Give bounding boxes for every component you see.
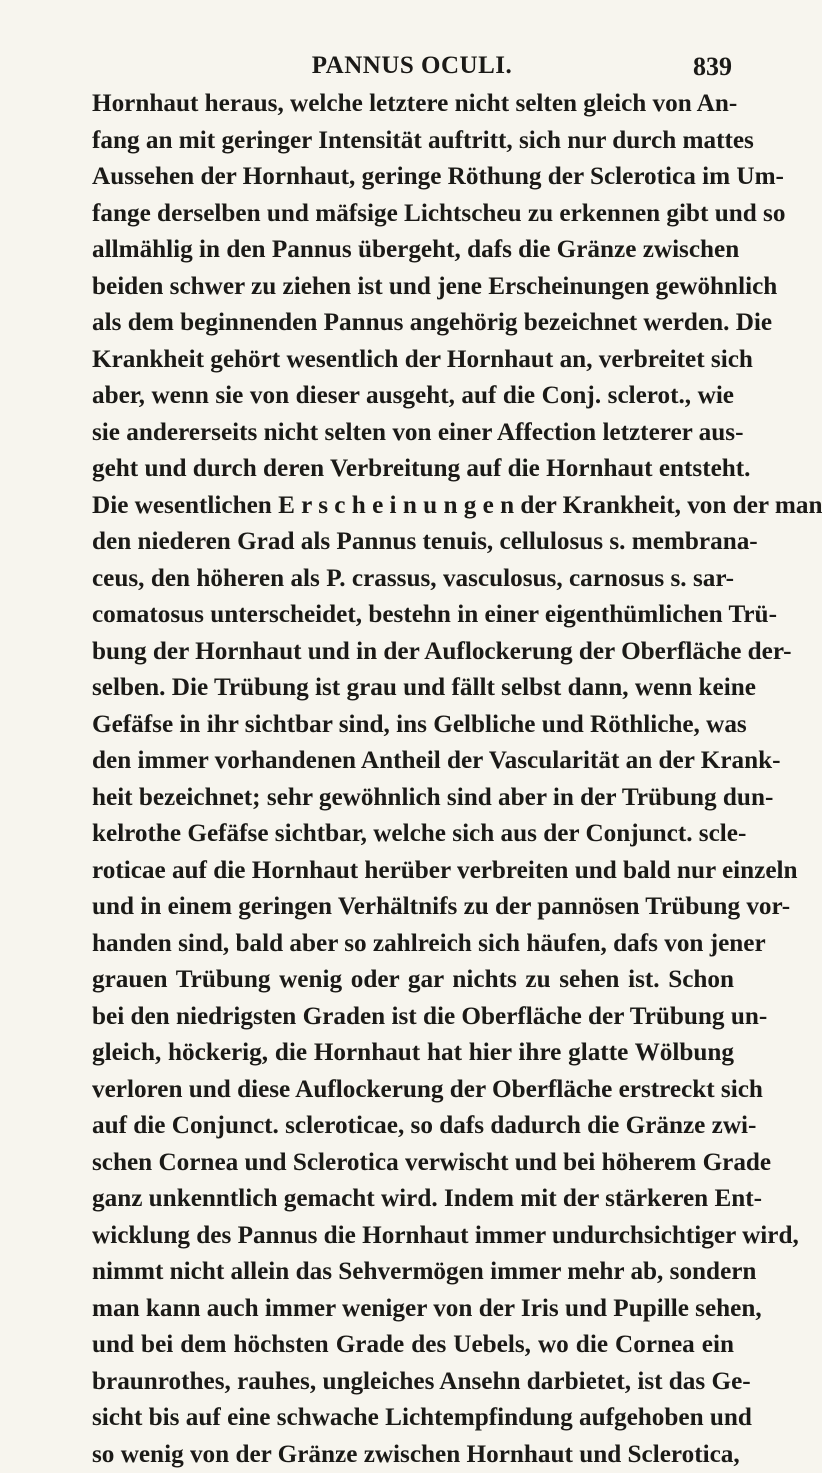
text-line: fang an mit geringer Intensität auftritt, sich nur durch mattes (92, 123, 734, 160)
text-line: heit bezeichnet; sehr gewöhnlich sind aber in der Trübung dun- (92, 780, 734, 817)
text-line: grauen Trübung wenig oder gar nichts zu sehen ist. Schon (92, 962, 734, 999)
running-head (92, 52, 732, 88)
text-line: sicht bis auf eine schwache Lichtempfindung aufgehoben und (92, 1400, 734, 1437)
text-line: fange derselben und mäfsige Lichtscheu zu erkennen gibt und so (92, 196, 734, 233)
text-line: so wenig von der Gränze zwischen Hornhaut und Sclerotica, (92, 1437, 734, 1473)
text-line: Aussehen der Hornhaut, geringe Röthung der Sclerotica im Um- (92, 159, 734, 196)
text-line: Gefäfse in ihr sichtbar sind, ins Gelbliche und Röthliche, was (92, 707, 734, 744)
text-line: allmählig in den Pannus übergeht, dafs die Gränze zwischen (92, 232, 734, 269)
text-line: und in einem geringen Verhältnifs zu der pannösen Trübung vor- (92, 889, 734, 926)
text-line: selben. Die Trübung ist grau und fällt selbst dann, wenn keine (92, 670, 734, 707)
text-line: aber, wenn sie von dieser ausgeht, auf die Conj. sclerot., wie (92, 378, 734, 415)
text-line: bung der Hornhaut und in der Auflockerung der Oberfläche der- (92, 634, 734, 671)
body-text (92, 86, 734, 1473)
text-line: braunrothes, rauhes, ungleiches Ansehn darbietet, ist das Ge- (92, 1364, 734, 1401)
text-line: als dem beginnenden Pannus angehörig bezeichnet werden. Die (92, 305, 734, 342)
text-line: ganz unkenntlich gemacht wird. Indem mit der stärkeren Ent- (92, 1181, 734, 1218)
text-line: comatosus unterscheidet, bestehn in einer eigenthümlichen Trü- (92, 597, 734, 634)
text-line: roticae auf die Hornhaut herüber verbreiten und bald nur einzeln (92, 853, 734, 890)
text-line: schen Cornea und Sclerotica verwischt und bei höherem Grade (92, 1145, 734, 1182)
text-line: den niederen Grad als Pannus tenuis, cellulosus s. membrana- (92, 524, 734, 561)
running-title: PANNUS OCULI. (92, 52, 732, 80)
page-number: 839 (693, 52, 732, 82)
text-line: Krankheit gehört wesentlich der Hornhaut an, verbreitet sich (92, 342, 734, 379)
text-line: man kann auch immer weniger von der Iris und Pupille sehen, (92, 1291, 734, 1328)
text-line: ceus, den höheren als P. crassus, vasculosus, carnosus s. sar- (92, 561, 734, 598)
text-line: verloren und diese Auflockerung der Oberfläche erstreckt sich (92, 1072, 734, 1109)
text-line: gleich, höckerig, die Hornhaut hat hier ihre glatte Wölbung (92, 1035, 734, 1072)
text-line: bei den niedrigsten Graden ist die Oberfläche der Trübung un- (92, 999, 734, 1036)
text-line: auf die Conjunct. scleroticae, so dafs dadurch die Gränze zwi- (92, 1108, 734, 1145)
text-line: nimmt nicht allein das Sehvermögen immer mehr ab, sondern (92, 1254, 734, 1291)
text-line: beiden schwer zu ziehen ist und jene Erscheinungen gewöhnlich (92, 269, 734, 306)
text-line: sie andererseits nicht selten von einer Affection letzterer aus- (92, 415, 734, 452)
text-line: den immer vorhandenen Antheil der Vascularität an der Krank- (92, 743, 734, 780)
text-line: wicklung des Pannus die Hornhaut immer undurchsichtiger wird, (92, 1218, 734, 1255)
text-line: Hornhaut heraus, welche letztere nicht selten gleich von An- (92, 86, 734, 123)
text-line: geht und durch deren Verbreitung auf die Hornhaut entsteht. (92, 451, 734, 488)
text-line: kelrothe Gefäfse sichtbar, welche sich aus der Conjunct. scle- (92, 816, 734, 853)
text-line: Die wesentlichen E r s c h e i n u n g e n der Krankheit, von der man (92, 488, 734, 525)
text-line: und bei dem höchsten Grade des Uebels, wo die Cornea ein (92, 1327, 734, 1364)
text-line: handen sind, bald aber so zahlreich sich häufen, dafs von jener (92, 926, 734, 963)
